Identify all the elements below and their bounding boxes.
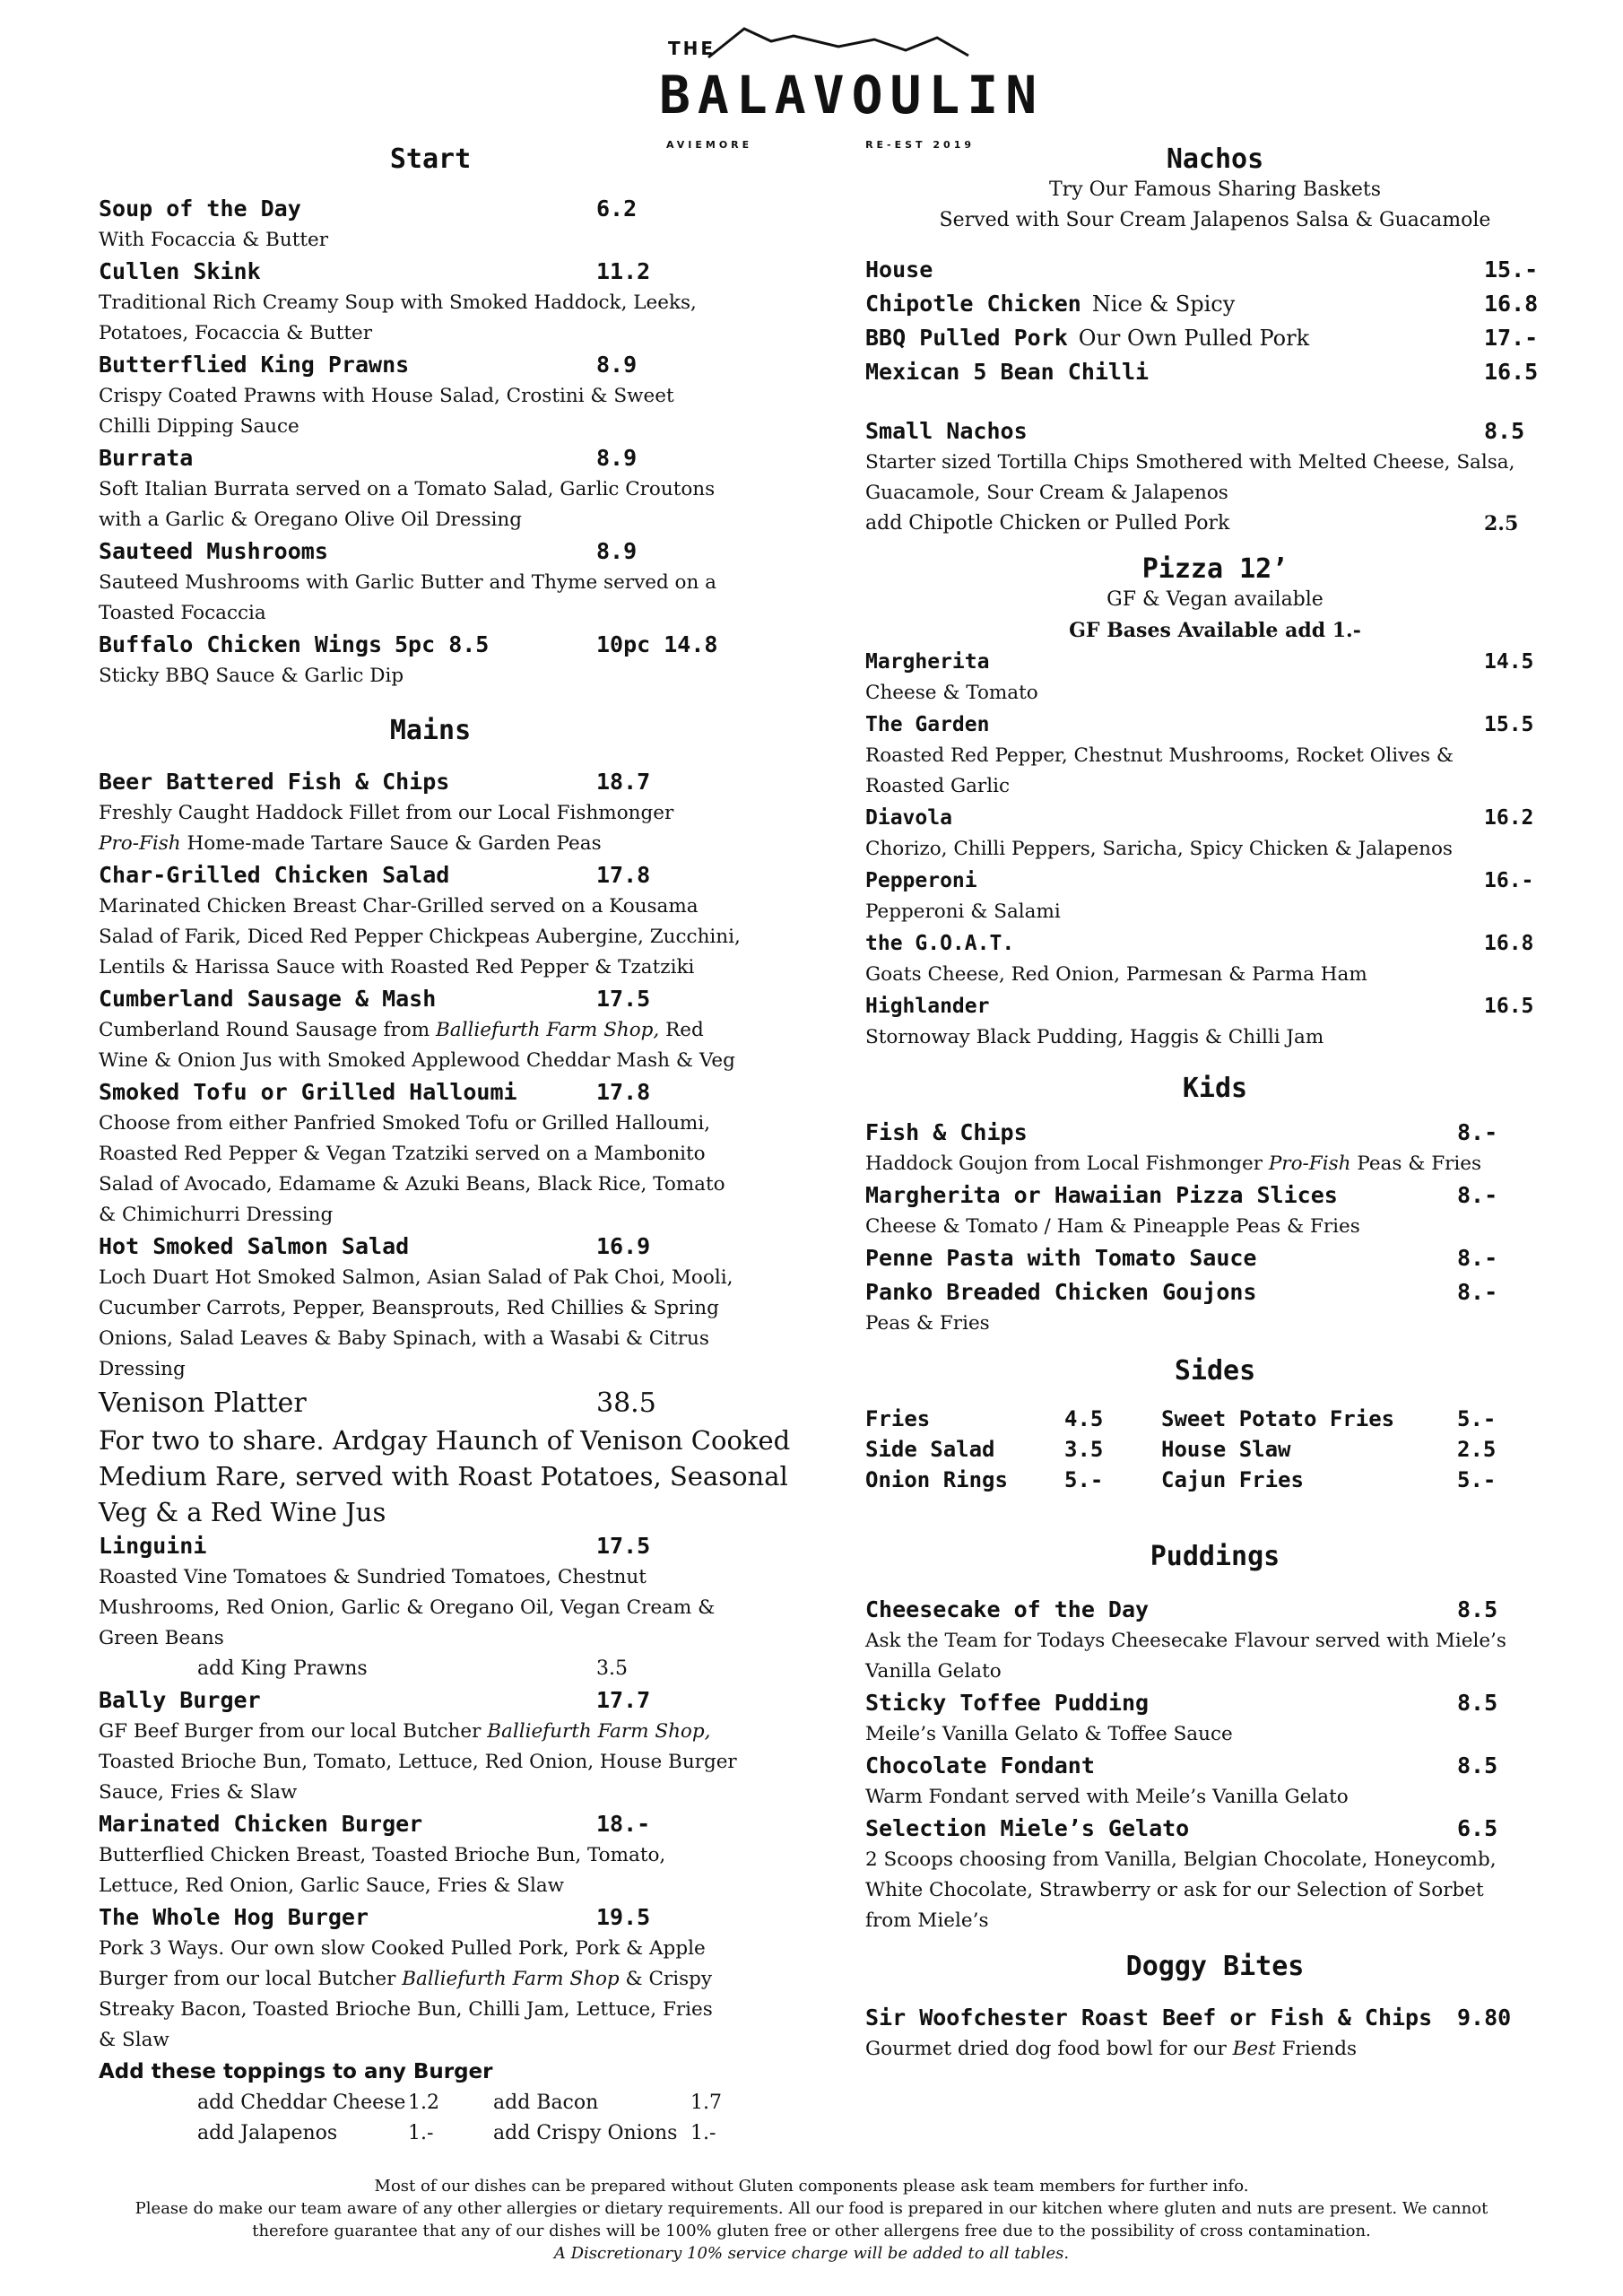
pizza-items xyxy=(865,646,1565,1053)
item-name: Sauteed Mushrooms xyxy=(99,538,328,564)
kids-items xyxy=(865,1117,1565,1339)
item-description: With Focaccia & Butter xyxy=(99,229,328,251)
item-price: 18.7 xyxy=(596,769,651,795)
side-price: 5.- xyxy=(1457,1406,1497,1431)
item-price: 6.2 xyxy=(596,196,638,222)
menu-item xyxy=(99,1684,798,1808)
item-price: 11.2 xyxy=(596,258,651,284)
item-description: For two to share. Ardgay Haunch of Venison Cooked Medium Rare, served with Roast Potatoes, Seasonal Veg & a Red Wine Jus xyxy=(99,1425,791,1527)
item-description: Marinated Chicken Breast Char-Grilled served on a Kousama Salad of Farik, Diced Red Pepper Chickpeas Aubergine, Zucchini, Lentils & Harissa Sauce with Roasted Red Pepper & Tzatziki xyxy=(99,895,741,978)
menu-item xyxy=(99,859,798,983)
side-name: Sweet Potato Fries xyxy=(1161,1406,1395,1431)
side-price: 3.5 xyxy=(1064,1437,1104,1462)
item-name: Soup of the Day xyxy=(99,196,301,222)
toppings-title: Add these toppings to any Burger xyxy=(99,2060,493,2083)
section-title-mains: Mains xyxy=(389,715,472,746)
menu-item: Margherita or Hawaiian Pizza Slices 8.- Cheese & Tomato / Ham & Pineapple Peas & Fries xyxy=(865,1182,1498,1238)
side-price: 4.5 xyxy=(1064,1406,1104,1431)
item-description: Pork 3 Ways. Our own slow Cooked Pulled Pork, Pork & Apple Burger from our local Butcher Balliefurth Farm Shop & Crispy Streaky Bacon, Toasted Brioche Bun, Chilli Jam, Lettuce, Fries & Slaw xyxy=(99,1937,713,2051)
item-description: Freshly Caught Haddock Fillet from our Local Fishmonger Pro-Fish Home-made Tartare Sauce & Garden Peas xyxy=(99,802,674,855)
footer-line: Please do make our team aware of any other allergies or dietary requirements. All our food is prepared in our kitchen where gluten and nuts are present. We cannot xyxy=(135,2199,1488,2218)
menu-item: Panko Breaded Chicken Goujons 8.- Peas & Fries xyxy=(865,1279,1498,1335)
item-name: Buffalo Chicken Wings xyxy=(99,631,383,657)
menu-item xyxy=(99,535,798,629)
menu-item xyxy=(99,256,798,349)
item-name: Cullen Skink xyxy=(99,258,261,284)
item-price-large: 10pc 14.8 xyxy=(596,631,718,657)
footer-line: therefore guarantee that any of our dishes will be 100% gluten free or other allergens free due to the possibility of cross contamination. xyxy=(252,2222,1371,2240)
item-name: Beer Battered Fish & Chips xyxy=(99,769,450,795)
item-price: 17.5 xyxy=(596,986,651,1012)
pudding-items xyxy=(865,1594,1565,1936)
menu-item: Highlander 16.5 Stornoway Black Pudding, Haggis & Chilli Jam xyxy=(865,995,1534,1048)
topping-row: add Cheddar Cheese 1.2 add Bacon 1.7 xyxy=(197,2092,722,2114)
logo-name: BALAVOULIN xyxy=(659,65,1045,126)
item-price: 16.9 xyxy=(596,1233,651,1259)
item-name: Marinated Chicken Burger xyxy=(99,1811,423,1837)
menu-item-small-nachos: Small Nachos 8.5 Starter sized Tortilla Chips Smothered with Melted Cheese, Salsa, Guacamole, Sour Cream & Jalapenos add Chipotle Chicken or Pulled Pork 2.5 xyxy=(865,415,1565,539)
side-price: 5.- xyxy=(1457,1467,1497,1492)
item-addon: add Chipotle Chicken or Pulled Pork 2.5 xyxy=(865,512,1519,535)
item-name: Burrata xyxy=(99,445,194,471)
item-addon: add King Prawns 3.5 xyxy=(197,1657,628,1680)
item-price: 17.7 xyxy=(596,1687,651,1713)
menu-item xyxy=(99,1808,798,1901)
menu-item-venison xyxy=(99,1385,798,1530)
menu-item xyxy=(99,766,798,859)
item-description: Cumberland Round Sausage from Balliefurth Farm Shop, Red Wine & Onion Jus with Smoked Applewood Cheddar Mash & Veg xyxy=(99,1019,735,1072)
item-price: 8.9 xyxy=(596,538,638,564)
item-description: Loch Duart Hot Smoked Salmon, Asian Salad of Pak Choi, Mooli, Cucumber Carrots, Pepper, Beansprouts, Red Chillies & Spring Onions, Salad Leaves & Baby Spinach, with a Wasabi & Citrus Dressing xyxy=(99,1266,733,1380)
menu-item: the G.O.A.T. 16.8 Goats Cheese, Red Onion, Parmesan & Parma Ham xyxy=(865,932,1534,986)
footer-service-charge: A Discretionary 10% service charge will be added to all tables. xyxy=(553,2244,1070,2263)
item-price: 38.5 xyxy=(596,1387,656,1419)
item-description: GF Beef Burger from our local Butcher Balliefurth Farm Shop, Toasted Brioche Bun, Tomato, Lettuce, Red Onion, House Burger Sauce, Fries & Slaw xyxy=(99,1720,737,1804)
menu-item xyxy=(99,983,798,1076)
item-name: Hot Smoked Salmon Salad xyxy=(99,1233,410,1259)
item-description: Sauteed Mushrooms with Garlic Butter and Thyme served on a Toasted Focaccia xyxy=(99,571,716,624)
menu-item: Chipotle Chicken Nice & Spicy 16.8 xyxy=(865,291,1539,317)
side-name: Fries xyxy=(865,1406,931,1431)
footer-line: Most of our dishes can be prepared without Gluten components please ask team members for further info. xyxy=(374,2177,1249,2196)
item-price: 18.- xyxy=(596,1811,651,1837)
menu-item xyxy=(99,442,798,535)
mains-items xyxy=(99,766,798,2149)
side-name: Side Salad xyxy=(865,1437,995,1462)
section-title-kids: Kids xyxy=(1182,1073,1248,1104)
item-name: The Whole Hog Burger xyxy=(99,1904,369,1930)
item-description: Sticky BBQ Sauce & Garlic Dip xyxy=(99,665,404,687)
burger-toppings xyxy=(99,2056,798,2149)
menu-item: Penne Pasta with Tomato Sauce 8.- xyxy=(865,1245,1498,1271)
sides-grid xyxy=(865,1406,1565,1500)
menu-item-wings xyxy=(99,629,798,691)
side-name: Onion Rings xyxy=(865,1467,1008,1492)
left-column xyxy=(99,144,798,2149)
menu-item xyxy=(99,1901,798,2056)
item-price: 8.9 xyxy=(596,445,638,471)
section-title-pizza: Pizza 12’ xyxy=(1141,553,1289,585)
menu-item xyxy=(99,1231,798,1385)
nachos-subtitle: Served with Sour Cream Jalapenos Salsa & Guacamole xyxy=(939,209,1491,231)
item-name: Char-Grilled Chicken Salad xyxy=(99,862,450,888)
section-title-doggy-bites: Doggy Bites xyxy=(1125,1951,1305,1982)
item-price: 19.5 xyxy=(596,1904,651,1930)
item-name: Venison Platter xyxy=(99,1387,307,1419)
topping-row: add Jalapenos 1.- add Crispy Onions 1.- xyxy=(197,2122,716,2144)
item-description: Choose from either Panfried Smoked Tofu or Grilled Halloumi, Roasted Red Pepper & Vegan Tzatziki served on a Mambonito Salad of Avocado, Edamame & Azuki Beans, Black Rice, Tomato & Chimichurri Dressing xyxy=(99,1112,725,1226)
logo-established: RE-EST 2019 xyxy=(865,139,975,151)
menu-item: Pepperoni 16.- Pepperoni & Salami xyxy=(865,869,1534,923)
menu-item: Diavola 16.2 Chorizo, Chilli Peppers, Saricha, Spicy Chicken & Jalapenos xyxy=(865,806,1534,860)
item-description: Roasted Vine Tomatoes & Sundried Tomatoes, Chestnut Mushrooms, Red Onion, Garlic & Oregano Oil, Vegan Cream & Green Beans xyxy=(99,1566,716,1649)
item-name: Linguini xyxy=(99,1533,207,1559)
item-price: 17.8 xyxy=(596,862,651,888)
menu-item: BBQ Pulled Pork Our Own Pulled Pork 17.- xyxy=(865,325,1539,351)
section-title-nachos: Nachos xyxy=(1166,144,1264,175)
pizza-subtitle: GF & Vegan available xyxy=(1107,588,1324,611)
item-description: Crispy Coated Prawns with House Salad, Crostini & Sweet Chilli Dipping Sauce xyxy=(99,385,674,438)
menu-item xyxy=(99,193,798,256)
menu-item xyxy=(99,1076,798,1231)
section-title-puddings: Puddings xyxy=(1150,1541,1280,1572)
item-name: Cumberland Sausage & Mash xyxy=(99,986,437,1012)
item-price-small: 5pc 8.5 xyxy=(395,631,490,657)
logo-the: THE xyxy=(668,38,716,59)
menu-item xyxy=(99,349,798,442)
right-column xyxy=(865,144,1565,2065)
nachos-items xyxy=(865,254,1565,390)
menu-item: Selection Miele’s Gelato 6.5 2 Scoops choosing from Vanilla, Belgian Chocolate, Honeycomb, White Chocolate, Strawberry or ask for our Selection of Sorbet from Miele’s xyxy=(865,1815,1498,1932)
allergen-footer xyxy=(90,2175,1533,2265)
side-price: 5.- xyxy=(1064,1467,1104,1492)
section-title-sides: Sides xyxy=(1174,1355,1256,1387)
item-description: Starter sized Tortilla Chips Smothered with Melted Cheese, Salsa, Guacamole, Sour Cream & Jalapenos xyxy=(865,451,1515,504)
menu-item-doggy: Sir Woofchester Roast Beef or Fish & Chips 9.80 Gourmet dried dog food bowl for our Best Friends xyxy=(865,2005,1512,2060)
menu-item: Margherita 14.5 Cheese & Tomato xyxy=(865,650,1534,704)
menu-item: House 15.- xyxy=(865,257,1539,283)
pizza-subtitle-bold: GF Bases Available add 1.- xyxy=(1069,619,1361,642)
menu-item: Sticky Toffee Pudding 8.5 Meile’s Vanilla Gelato & Toffee Sauce xyxy=(865,1690,1498,1745)
item-price: 17.8 xyxy=(596,1079,651,1105)
side-price: 2.5 xyxy=(1457,1437,1497,1462)
item-price: 17.5 xyxy=(596,1533,651,1559)
start-items xyxy=(99,193,798,691)
item-price: 8.9 xyxy=(596,352,638,378)
item-name: Butterflied King Prawns xyxy=(99,352,410,378)
section-title-start: Start xyxy=(389,144,472,175)
nachos-subtitle: Try Our Famous Sharing Baskets xyxy=(1049,178,1381,201)
side-name: House Slaw xyxy=(1161,1437,1291,1462)
menu-item: The Garden 15.5 Roasted Red Pepper, Chestnut Mushrooms, Rocket Olives & Roasted Garlic xyxy=(865,713,1534,797)
menu-item: Chocolate Fondant 8.5 Warm Fondant served with Meile’s Vanilla Gelato xyxy=(865,1752,1498,1808)
menu-item: Cheesecake of the Day 8.5 Ask the Team for Todays Cheesecake Flavour served with Miele’s Vanilla Gelato xyxy=(865,1596,1506,1683)
item-description: Soft Italian Burrata served on a Tomato Salad, Garlic Croutons with a Garlic & Oregano Olive Oil Dressing xyxy=(99,478,716,531)
restaurant-logo xyxy=(659,20,1045,151)
item-description: Butterflied Chicken Breast, Toasted Brioche Bun, Tomato, Lettuce, Red Onion, Garlic Sauce, Fries & Slaw xyxy=(99,1844,666,1897)
side-name: Cajun Fries xyxy=(1161,1467,1304,1492)
item-name: Smoked Tofu or Grilled Halloumi xyxy=(99,1079,517,1105)
logo-location: AVIEMORE xyxy=(666,139,753,151)
item-description: Traditional Rich Creamy Soup with Smoked Haddock, Leeks, Potatoes, Focaccia & Butter xyxy=(99,291,697,344)
menu-item: Mexican 5 Bean Chilli 16.5 xyxy=(865,359,1539,385)
menu-item: Fish & Chips 8.- Haddock Goujon from Local Fishmonger Pro-Fish Peas & Fries xyxy=(865,1119,1498,1175)
item-name: Bally Burger xyxy=(99,1687,261,1713)
menu-item xyxy=(99,1530,798,1684)
